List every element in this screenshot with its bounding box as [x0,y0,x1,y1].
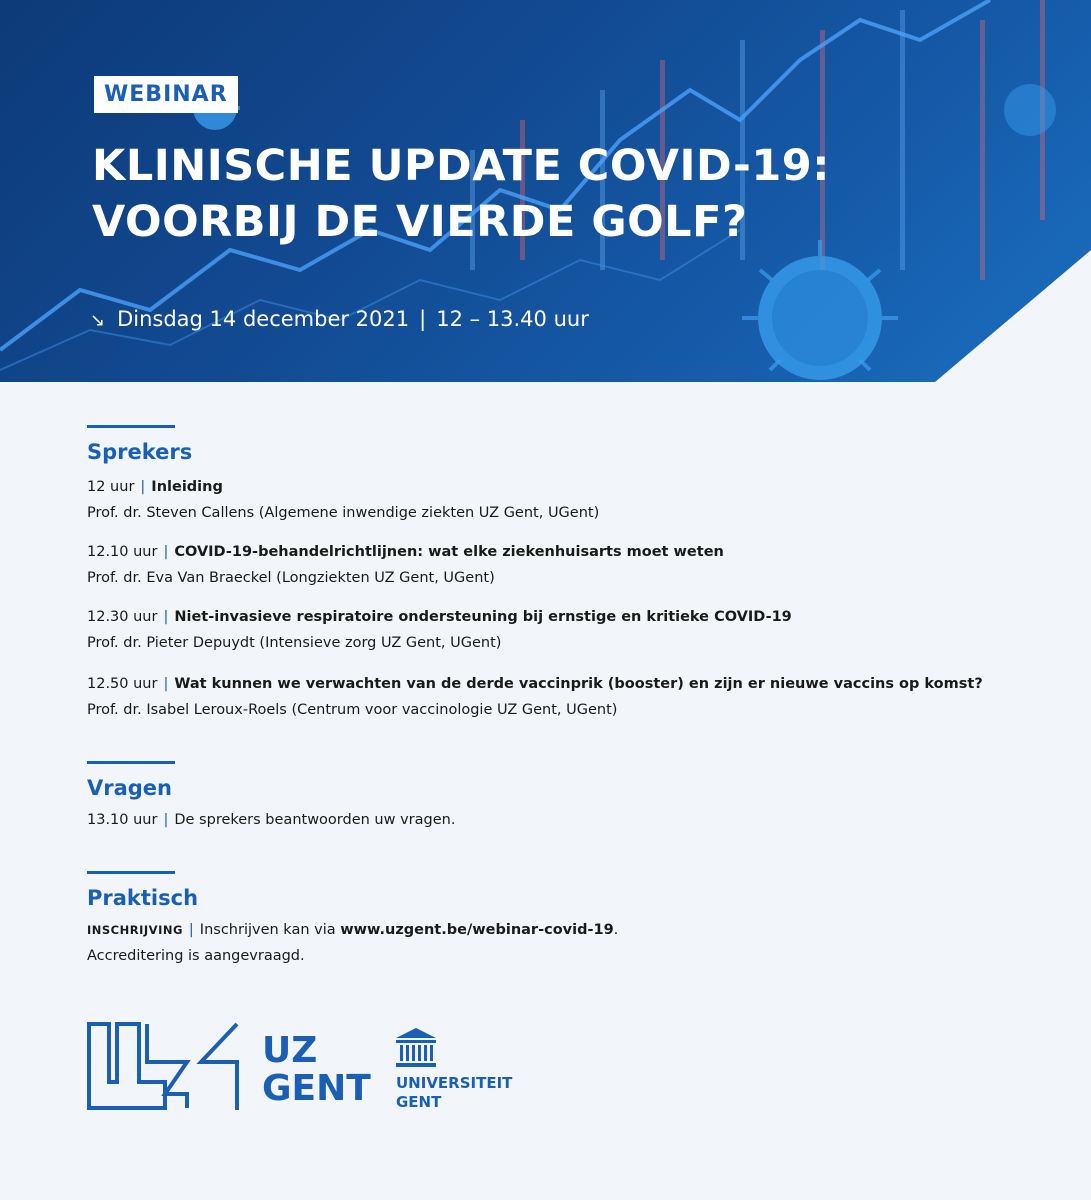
praktisch-section [87,871,618,969]
period: . [613,922,619,938]
program-item [87,604,792,656]
section-title-vragen: Vragen [87,776,173,800]
separator: | [140,479,146,495]
section-rule [87,761,175,764]
arrow-down-right-icon: ↘ [90,310,106,331]
section-rule [87,425,175,428]
program-item [87,539,724,591]
item-time: 12.10 uur [87,544,158,560]
uz-text-line2: GENT [262,1068,371,1109]
separator: | [163,676,169,692]
registration-link[interactable]: www.uzgent.be/webinar-covid-19 [340,922,614,938]
separator: | [163,812,169,828]
event-time: 12 – 13.40 uur [436,307,589,331]
item-time: 12 uur [87,479,135,495]
program-item [87,474,599,526]
item-time: 12.50 uur [87,676,158,692]
university-building-icon [394,1026,438,1070]
sprekers-section [87,425,192,466]
uz-gent-logo-icon [87,1022,247,1112]
item-speaker: Prof. dr. Isabel Leroux-Roels (Centrum voor vaccinologie UZ Gent, UGent) [87,702,618,718]
item-topic: Wat kunnen we verwachten van de derde vaccinprik (booster) en zijn er nieuwe vaccins op komst? [174,676,983,692]
uz-text-line1: UZ [262,1030,318,1071]
item-speaker: Prof. dr. Steven Callens (Algemene inwendige ziekten UZ Gent, UGent) [87,505,600,521]
section-title-praktisch: Praktisch [87,886,199,910]
item-topic: Niet-invasieve respiratoire ondersteuning bij ernstige en kritieke COVID-19 [174,609,792,625]
separator: | [163,544,169,560]
item-topic: Inleiding [151,479,223,495]
ugent-logo-text [396,1074,512,1112]
accreditation-text: Accreditering is aangevraagd. [87,948,305,964]
item-time: 12.30 uur [87,609,158,625]
event-dateline [90,302,589,338]
ug-text-line1: UNIVERSITEIT [396,1074,513,1092]
ug-text-line2: GENT [396,1093,442,1111]
section-title-sprekers: Sprekers [87,440,193,464]
item-speaker: Prof. dr. Pieter Depuydt (Intensieve zorg UZ Gent, UGent) [87,635,502,651]
title-line-1: KLINISCHE UPDATE COVID-19: [92,141,830,191]
title-line-2: VOORBIJ DE VIERDE GOLF? [92,197,748,247]
separator: | [188,922,194,938]
inschrijving-text: Inschrijven kan via [199,922,336,938]
item-topic: COVID-19-behandelrichtlijnen: wat elke ziekenhuisarts moet weten [174,544,724,560]
hero-banner [0,0,1091,382]
program-item [87,671,983,723]
webinar-badge: WEBINAR [94,76,238,113]
vragen-time: 13.10 uur [87,812,158,828]
event-date: Dinsdag 14 december 2021 [117,307,410,331]
section-rule [87,871,175,874]
page-title [92,138,892,250]
vragen-text: De sprekers beantwoorden uw vragen. [174,812,456,828]
vragen-section [87,761,455,833]
inschrijving-label: INSCHRIJVING [87,923,183,937]
separator: | [163,609,169,625]
separator: | [419,307,427,331]
item-speaker: Prof. dr. Eva Van Braeckel (Longziekten UZ Gent, UGent) [87,570,495,586]
uz-gent-logo-text [262,1032,371,1108]
